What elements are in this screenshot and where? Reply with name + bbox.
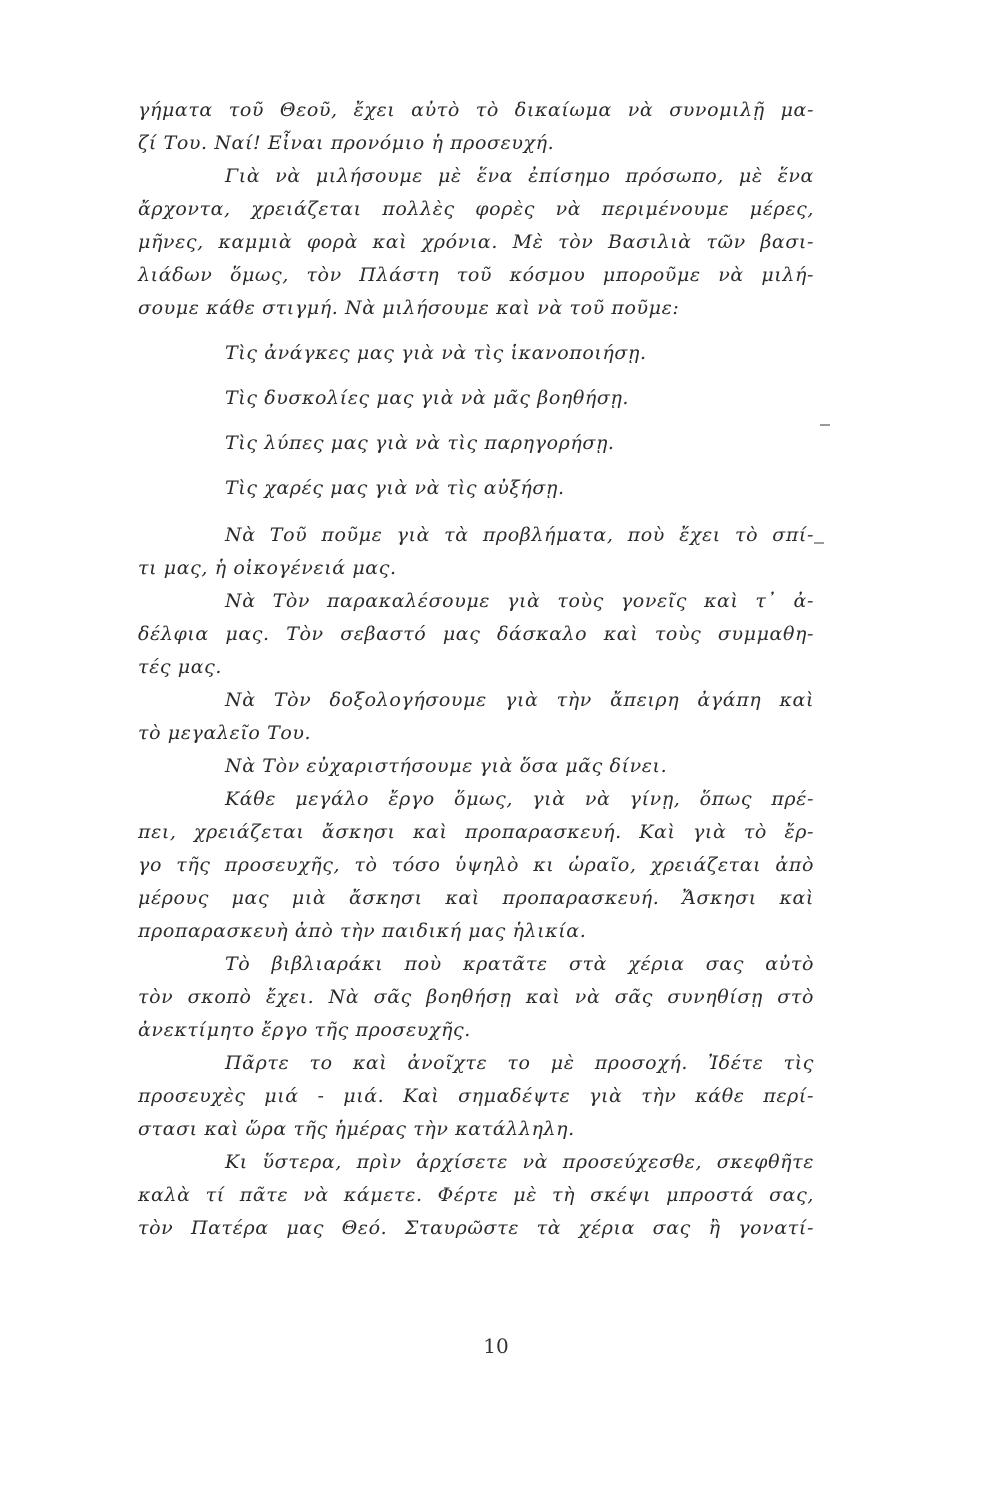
paragraph-start-line: Νὰ Τὸν δοξολογήσουμε γιὰ τὴν ἄπειρη ἀγάπη καὶ — [225, 689, 814, 711]
paragraph-start-line: Κάθε μεγάλο ἔργο ὅμως, γιὰ νὰ γίνῃ, ὅπως πρέ- — [225, 788, 814, 810]
margin-speck — [814, 542, 824, 544]
paragraph-start-line: Νὰ Τοῦ ποῦμε γιὰ τὰ προβλήματα, ποὺ ἔχει τὸ σπί- — [225, 524, 814, 546]
list-line: Τὶς ἀνάγκες μας γιὰ νὰ τὶς ἱκανοποιήσῃ. — [225, 342, 647, 364]
text-line: τὸν Πατέρα μας Θεό. Σταυρῶστε τὰ χέρια σας ἢ γονατί- — [138, 1217, 814, 1239]
text-line: καλὰ τί πᾶτε νὰ κάμετε. Φέρτε μὲ τὴ σκέψι μπροστά σας, — [138, 1184, 814, 1206]
text-line: προσευχὲς μιά - μιά. Καὶ σημαδέψτε γιὰ τὴν κάθε περί- — [138, 1085, 814, 1107]
text-line: μέρους μας μιὰ ἄσκησι καὶ προπαρασκευή. Ἄσκησι καὶ — [138, 887, 814, 909]
text-line: μῆνες, καμμιὰ φορὰ καὶ χρόνια. Μὲ τὸν Βασιλιὰ τῶν βασι- — [138, 231, 814, 253]
paragraph-start-line: Νὰ Τὸν εὐχαριστήσουμε γιὰ ὅσα μᾶς δίνει. — [225, 755, 668, 777]
list-line: Τὶς δυσκολίες μας γιὰ νὰ μᾶς βοηθήσῃ. — [225, 387, 630, 409]
paragraph-start-line: Τὸ βιβλιαράκι ποὺ κρατᾶτε στὰ χέρια σας αὐτὸ — [225, 953, 814, 975]
text-line: λιάδων ὅμως, τὸν Πλάστη τοῦ κόσμου μποροῦμε νὰ μιλή- — [138, 264, 814, 286]
text-line: τές μας. — [138, 656, 223, 678]
text-line: ζί Του. Ναί! Εἶναι προνόμιο ἡ προσευχή. — [138, 132, 555, 154]
text-line: ἀνεκτίμητο ἔργο τῆς προσευχῆς. — [138, 1019, 471, 1041]
text-line: σουμε κάθε στιγμή. Νὰ μιλήσουμε καὶ νὰ τοῦ ποῦμε: — [138, 297, 680, 319]
paragraph-start-line: Νὰ Τὸν παρακαλέσουμε γιὰ τοὺς γονεῖς καὶ τ᾽ ἀ- — [225, 590, 814, 612]
text-line: δέλφια μας. Τὸν σεβαστό μας δάσκαλο καὶ τοὺς συμμαθη- — [138, 623, 814, 645]
text-line: στασι καὶ ὥρα τῆς ἡμέρας τὴν κατάλληλη. — [138, 1118, 575, 1140]
list-line: Τὶς χαρές μας γιὰ νὰ τὶς αὐξήσῃ. — [225, 477, 565, 499]
text-line: τι μας, ἡ οἰκογένειά μας. — [138, 557, 397, 579]
text-line: προπαρασκευὴ ἀπὸ τὴν παιδική μας ἡλικία. — [138, 920, 587, 942]
paragraph-start-line: Γιὰ νὰ μιλήσουμε μὲ ἕνα ἐπίσημο πρόσωπο, μὲ ἕνα — [225, 165, 814, 187]
text-line: τὸ μεγαλεῖο Του. — [138, 722, 312, 744]
margin-speck — [820, 424, 830, 426]
text-line: γο τῆς προσευχῆς, τὸ τόσο ὑψηλὸ κι ὡραῖο, χρειάζεται ἀπὸ — [138, 854, 814, 876]
text-line: γήματα τοῦ Θεοῦ, ἔχει αὐτὸ τὸ δικαίωμα νὰ συνομιλῇ μα- — [138, 99, 814, 121]
page-body-text — [138, 94, 814, 1245]
list-line: Τὶς λύπες μας γιὰ νὰ τὶς παρηγορήσῃ. — [225, 432, 615, 454]
text-line: πει, χρειάζεται ἄσκησι καὶ προπαρασκευή. Καὶ γιὰ τὸ ἔρ- — [138, 821, 814, 843]
page-number: 10 — [483, 1334, 509, 1358]
paragraph-start-line: Κι ὕστερα, πρὶν ἀρχίσετε νὰ προσεύχεσθε, σκεφθῆτε — [225, 1151, 814, 1173]
text-line: ἄρχοντα, χρειάζεται πολλὲς φορὲς νὰ περιμένουμε μέρες, — [138, 198, 814, 220]
paragraph-start-line: Πᾶρτε το καὶ ἀνοῖχτε το μὲ προσοχή. Ἰδέτε τὶς — [225, 1052, 814, 1074]
text-line: τὸν σκοπὸ ἔχει. Νὰ σᾶς βοηθήσῃ καὶ νὰ σᾶς συνηθίσῃ στὸ — [138, 986, 814, 1008]
